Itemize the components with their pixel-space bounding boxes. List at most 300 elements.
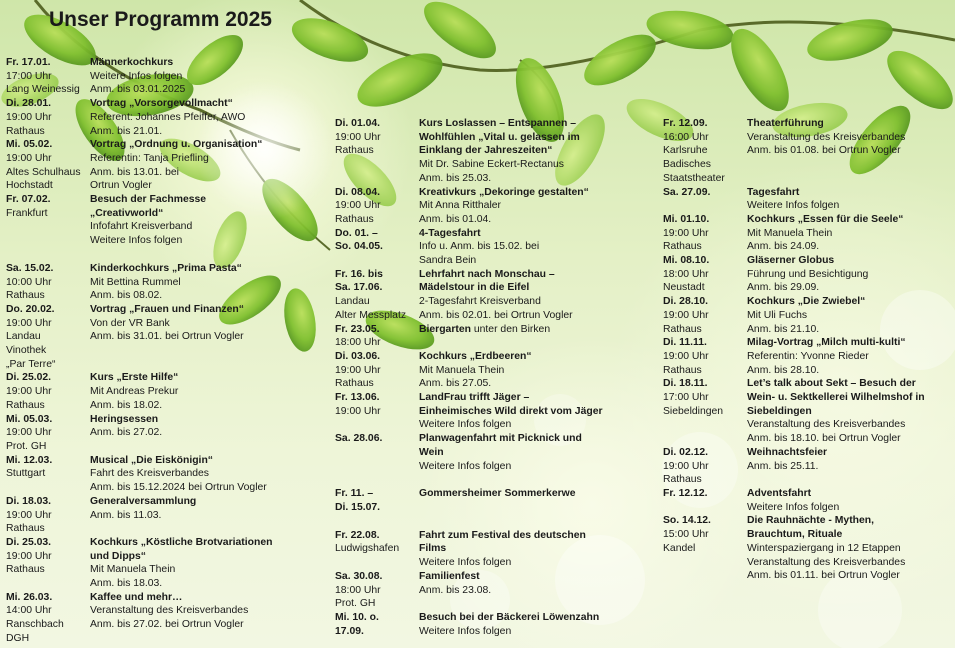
program-entry [335,323,674,350]
entry-detail: Hochstadt [6,180,53,192]
entry-description [419,611,674,638]
entry-detail: 19:00 Uhr [335,131,381,143]
entry-date: Do. 20.02. [6,303,55,315]
entry-date-place [6,371,90,412]
entry-detail: 16:00 Uhr [663,131,709,143]
entry-title: Fahrt zum Festival des deutschen [419,529,586,541]
entry-date: Di. 01.04. [335,118,381,129]
entry-detail: 14:00 Uhr [6,605,52,617]
entry-detail: 17.09. [335,625,364,637]
entry-info: Info u. Anm. bis 15.02. bei [419,241,540,253]
entry-description [419,227,674,268]
entry-detail: 19:00 Uhr [335,364,381,376]
entry-description [90,495,325,536]
entry-info: Fahrt des Kreisverbandes [90,468,209,480]
entry-detail: Kandel [663,542,696,554]
entry-info: Anm. bis 11.03. [90,509,162,521]
entry-date-place [663,487,747,514]
program-entry [335,611,674,638]
entry-description [747,377,947,446]
entry-detail: 19:00 Uhr [663,227,709,239]
entry-description [90,371,325,412]
program-entry [663,377,947,446]
entry-title: Adventsfahrt [747,487,812,499]
entry-title: Kochkurs „Essen für die Seele“ [747,213,904,225]
entry-info: Infofahrt Kreisverband [90,221,193,233]
entry-info: Anm. bis 01.04. [419,213,492,225]
entry-detail: Rathaus [6,290,45,302]
program-entry [663,487,947,514]
entry-info: Mit Manuela Thein [747,227,833,239]
entry-title: Kurs Loslassen – Entspannen – [419,118,577,129]
entry-info: Mit Andreas Prekur [90,386,179,398]
entry-date: Fr. 07.02. [6,194,51,206]
program-entry [335,391,674,432]
entry-date: Fr. 11. – [335,488,374,500]
entry-info: Weitere Infos folgen [747,200,840,212]
entry-date-place [6,97,90,138]
entry-date-place [6,138,90,193]
entry-date-place [335,487,419,514]
entry-info: Anm. bis 27.02. [90,427,163,439]
entry-detail: 19:00 Uhr [663,460,709,472]
program-entry [6,371,325,412]
entry-detail: 19:00 Uhr [663,350,709,362]
program-entry [6,303,325,372]
entry-date: Fr. 12.09. [663,118,708,129]
entry-info: Mit Dr. Sabine Eckert-Rectanus [419,159,564,171]
program-entry [335,268,674,323]
entry-date-place [335,570,419,611]
entry-detail: 19:00 Uhr [335,200,381,212]
entry-title [419,323,674,337]
entry-date-place [6,536,90,591]
entry-date: Fr. 22.08. [335,529,380,541]
entry-title: Musical „Die Eiskönigin“ [90,454,213,466]
entry-info: Anm. bis 31.01. bei Ortrun Vogler [90,331,244,343]
entry-info: Anm. bis 08.02. [90,290,163,302]
entry-title: Männerkochkurs [90,57,174,68]
entry-date-place [663,295,747,336]
entry-title: Let’s talk about Sekt – Besuch der [747,378,916,390]
entry-detail: „Par Terre“ [6,358,56,370]
entry-detail: Badisches [663,159,711,171]
entry-title: Die Rauhnächte - Mythen, [747,515,875,527]
entry-info: Anm. bis 02.01. bei Ortrun Vogler [419,309,573,321]
entry-detail: 19:00 Uhr [335,405,381,417]
entry-description [747,254,947,295]
entry-date: Fr. 17.01. [6,57,51,68]
entry-date: Fr. 12.12. [663,487,708,499]
entry-detail: Rathaus [663,323,702,335]
entry-date-place [335,117,419,186]
entry-info: Anm. bis 25.11. [747,460,819,472]
entry-date: Di. 28.01. [6,98,52,110]
entry-detail: Landau [6,331,41,343]
entry-date: Mi. 05.03. [6,413,53,425]
entry-date: Mi. 12.03. [6,454,53,466]
entry-description [747,117,947,186]
entry-description [419,268,674,323]
entry-info: Weitere Infos folgen [90,235,183,247]
entry-detail: Ludwigshafen [335,543,400,555]
entry-title-rest: unter den Birken [470,323,551,335]
entry-detail: 17:00 Uhr [663,392,709,404]
entry-info: Anm. bis 28.10. [747,364,820,376]
entry-date-place [6,56,90,97]
entry-title: Kochkurs „Köstliche Brotvariationen [90,536,273,548]
entry-title: Familienfest [419,570,480,582]
entry-description [419,391,674,432]
program-entry [335,227,674,268]
entry-title: Siebeldingen [747,405,812,417]
entry-description [747,446,947,487]
entry-detail: 10:00 Uhr [6,276,52,288]
entry-info: Anm. bis 23.08. [419,584,492,596]
entry-detail: Stuttgart [6,468,46,480]
entry-title: Wohlfühlen „Vital u. gelassen im [419,131,580,143]
entry-date-place [335,391,419,432]
entry-title: Besuch bei der Bäckerei Löwenzahn [419,611,600,623]
entry-date-place [6,262,90,303]
entry-title: Besuch der Fachmesse [90,194,207,206]
entry-date-place [6,454,90,495]
entry-title: Lehrfahrt nach Monschau – [419,268,555,280]
entry-description [419,487,674,514]
entry-detail: 19:00 Uhr [6,317,52,329]
entry-date: Mi. 05.02. [6,139,53,151]
program-entry [335,570,674,611]
program-entry [663,254,947,295]
entry-description [90,303,325,372]
entry-date-place [663,336,747,377]
entry-info: Sandra Bein [419,255,477,267]
entry-info: Führung und Besichtigung [747,268,869,280]
entry-detail: Rathaus [663,474,702,486]
entry-detail: 19:00 Uhr [6,152,52,164]
entry-date-place [335,432,419,473]
entry-description [90,262,325,303]
entry-date-place [663,514,747,583]
entry-detail: 19:00 Uhr [6,550,52,562]
entry-detail: Sa. 17.06. [335,282,383,294]
entry-info: 2-Tagesfahrt Kreisverband [419,296,541,308]
program-column-1 [6,56,325,646]
entry-date-place [6,495,90,536]
entry-date: Sa. 15.02. [6,262,54,274]
entry-detail: Rathaus [6,399,45,411]
entry-title-bold: Biergarten [419,323,471,335]
entry-info: Anm. bis 18.03. [90,578,163,590]
entry-date: Mi. 26.03. [6,591,53,603]
entry-info: Ortrun Vogler [90,180,152,192]
entry-detail: 18:00 Uhr [335,337,381,349]
program-column-2 [335,117,674,638]
entry-detail: Altes Schulhaus [6,166,81,178]
entry-date: Di. 25.02. [6,372,52,384]
program-column-3 [663,117,947,583]
entry-detail: Staatstheater [663,172,725,184]
entry-info: Weitere Infos folgen [90,70,183,82]
entry-info: Anm. bis 21.01. [90,125,163,137]
program-entry [6,454,325,495]
entry-detail: 19:00 Uhr [663,309,709,321]
entry-info: Referent: Johannes Pfeiffer, AWO [90,111,246,123]
entry-detail: Rathaus [6,125,45,137]
entry-description [747,186,947,213]
entry-info: Winterspaziergang in 12 Etappen [747,542,901,554]
entry-info: Anm. bis 27.05. [419,378,492,390]
entry-description [90,138,325,193]
entry-date-place [6,193,90,248]
entry-info: Anm. bis 29.09. [747,282,820,294]
entry-title: Einklang der Jahreszeiten“ [419,145,553,157]
entry-detail: Rathaus [335,378,374,390]
entry-detail: Rathaus [663,364,702,376]
entry-date: Do. 01. – [335,227,378,239]
program-entry [335,186,674,227]
entry-title: Wein [419,446,444,458]
entry-info: Anm. bis 21.10. [747,323,820,335]
entry-title: „Creativworld“ [90,207,164,219]
entry-date: Fr. 13.06. [335,392,380,404]
entry-description [90,193,325,248]
program-entry [663,186,947,213]
entry-title: Generalversammlung [90,495,197,507]
entry-description [90,454,325,495]
entry-title: Weihnachtsfeier [747,446,828,458]
entry-description [90,97,325,138]
entry-date: Mi. 10. o. [335,611,379,623]
entry-detail: 19:00 Uhr [6,111,52,123]
entry-title: Vortrag „Ordnung u. Organisation“ [90,139,263,151]
entry-date-place [335,350,419,391]
entry-detail: Siebeldingen [663,405,724,417]
entry-info: Anm. bis 18.10. bei Ortrun Vogler [747,433,901,445]
entry-title: Films [419,543,447,555]
program-entry [6,262,325,303]
page-title: Unser Programm 2025 [49,8,272,31]
entry-description [419,350,674,391]
program-entry [6,495,325,536]
entry-detail: 18:00 Uhr [335,584,381,596]
entry-title: Kochkurs „Erdbeeren“ [419,350,532,362]
entry-date-place [663,117,747,186]
entry-date-place [6,413,90,454]
entry-date-place [6,303,90,372]
entry-date: Fr. 16. bis [335,268,383,280]
program-entry [6,193,325,248]
entry-date: Di. 02.12. [663,446,709,458]
entry-title: Mädelstour in die Eifel [419,282,530,294]
entry-date-place [663,377,747,446]
entry-info: Mit Manuela Thein [419,364,505,376]
entry-title: Theaterführung [747,118,824,129]
entry-info: Anm. bis 25.03. [419,172,492,184]
entry-info: Anm. bis 24.09. [747,241,820,253]
entry-date: Fr. 23.05. [335,323,380,335]
entry-info: Anm. bis 27.02. bei Ortrun Vogler [90,619,244,631]
entry-info: Von der VR Bank [90,317,170,329]
entry-title: Einheimisches Wild direkt vom Jäger [419,405,603,417]
entry-date-place [335,529,419,570]
entry-title: LandFrau trifft Jäger – [419,392,530,404]
program-entry [663,213,947,254]
entry-detail: Karlsruhe [663,145,708,157]
entry-description [419,117,674,186]
entry-info: Anm. bis 01.11. bei Ortrun Vogler [747,570,900,582]
entry-date: Sa. 27.09. [663,186,711,198]
entry-info: Weitere Infos folgen [419,419,512,431]
entry-info: Anm. bis 13.01. bei [90,166,179,178]
entry-description [747,336,947,377]
program-entry [6,97,325,138]
entry-description [747,487,947,514]
entry-detail: 19:00 Uhr [6,509,52,521]
entry-detail: Frankfurt [6,207,48,219]
entry-date-place [663,254,747,295]
entry-detail: Prot. GH [6,440,47,452]
entry-detail: Di. 15.07. [335,501,381,513]
entry-title: und Dipps“ [90,550,146,562]
entry-title: Kreativkurs „Dekoringe gestalten“ [419,186,589,198]
entry-date: Mi. 01.10. [663,213,710,225]
entry-title: 4-Tagesfahrt [419,227,481,239]
entry-date: Sa. 28.06. [335,433,383,445]
entry-info: Anm. bis 03.01.2025 [90,84,186,96]
entry-detail: Rathaus [663,241,702,253]
entry-detail: Alter Messplatz [335,309,407,321]
entry-date: Di. 25.03. [6,536,52,548]
program-entry [663,446,947,487]
program-entry [335,350,674,391]
entry-date: So. 14.12. [663,515,711,527]
entry-detail: 17:00 Uhr [6,70,52,82]
entry-info: Mit Manuela Thein [90,564,176,576]
entry-title: Planwagenfahrt mit Picknick und [419,433,582,445]
entry-info: Mit Bettina Rummel [90,276,181,288]
entry-title: Heringsessen [90,413,159,425]
entry-title: Vortrag „Vorsorgevollmacht“ [90,98,233,110]
entry-description [747,213,947,254]
entry-info: Weitere Infos folgen [419,625,512,637]
entry-detail: 15:00 Uhr [663,529,709,541]
program-entry [6,138,325,193]
entry-info: Weitere Infos folgen [419,557,512,569]
entry-description [419,323,674,350]
entry-title: Vortrag „Frauen und Finanzen“ [90,303,244,315]
program-entry [335,117,674,186]
program-entry [335,487,674,514]
entry-title: Tagesfahrt [747,186,800,198]
entry-date-place [663,213,747,254]
entry-info: Anm. bis 18.02. [90,399,163,411]
entry-description [90,413,325,454]
entry-detail: 19:00 Uhr [6,386,52,398]
entry-detail: Neustadt [663,282,705,294]
entry-date: Sa. 30.08. [335,570,383,582]
entry-description [419,186,674,227]
entry-detail: DGH [6,632,30,644]
entry-date-place [335,323,419,350]
entry-detail: Prot. GH [335,598,376,610]
entry-detail: So. 04.05. [335,241,383,253]
entry-info: Veranstaltung des Kreisverbandes [747,556,906,568]
entry-date-place [335,611,419,638]
program-entry [6,413,325,454]
entry-info: Mit Anna Ritthaler [419,200,502,212]
entry-date-place [6,591,90,646]
entry-detail: Vinothek [6,345,47,357]
entry-info: Veranstaltung des Kreisverbandes [747,131,906,143]
entry-description [90,56,325,97]
entry-title: Wein- u. Sektkellerei Wilhelmshof in [747,392,925,404]
entry-info: Weitere Infos folgen [747,501,840,513]
entry-info: Anm. bis 15.12.2024 bei Ortrun Vogler [90,482,267,494]
entry-title: Kurs „Erste Hilfe“ [90,372,179,384]
program-entry [663,514,947,583]
entry-date-place [663,446,747,487]
entry-date-place [335,227,419,268]
program-entry [663,295,947,336]
entry-date: Mi. 08.10. [663,255,710,267]
entry-title: Kinderkochkurs „Prima Pasta“ [90,262,242,274]
entry-title: Brauchtum, Rituale [747,529,843,541]
entry-date: Di. 03.06. [335,350,381,362]
entry-description [90,536,325,591]
entry-detail: Rathaus [6,564,45,576]
program-entry [335,529,674,570]
entry-detail: Rathaus [335,213,374,225]
entry-date: Di. 28.10. [663,296,709,308]
entry-title: Kochkurs „Die Zwiebel“ [747,296,866,308]
entry-info: Anm. bis 01.08. bei Ortrun Vogler [747,145,901,157]
entry-detail: Landau [335,296,370,308]
entry-date: Di. 18.03. [6,495,52,507]
entry-description [419,529,674,570]
entry-date-place [335,186,419,227]
program-entry [6,536,325,591]
entry-info: Referentin: Yvonne Rieder [747,350,869,362]
entry-title: Gläserner Globus [747,255,835,267]
entry-detail: Ranschbach [6,619,64,631]
entry-detail: 19:00 Uhr [6,427,52,439]
program-entry [663,336,947,377]
program-entry [335,432,674,473]
entry-date: Di. 11.11. [663,337,707,349]
program-entry [6,56,325,97]
entry-title: Kaffee und mehr… [90,591,183,603]
entry-description [747,295,947,336]
entry-title: Milag-Vortrag „Milch multi-kulti“ [747,337,906,349]
entry-date-place [663,186,747,213]
entry-info: Referentin: Tanja Priefling [90,152,209,164]
entry-detail: Lang Weinessig [6,84,80,96]
entry-date: Di. 08.04. [335,186,381,198]
program-entry [663,117,947,186]
entry-info: Veranstaltung des Kreisverbandes [747,419,906,431]
entry-detail: Rathaus [335,145,374,157]
entry-info: Weitere Infos folgen [419,460,512,472]
entry-description [90,591,325,646]
entry-description [419,432,674,473]
entry-info: Mit Uli Fuchs [747,309,808,321]
entry-title: Gommersheimer Sommerkerwe [419,488,576,500]
entry-info: Veranstaltung des Kreisverbandes [90,605,249,617]
program-entry [6,591,325,646]
entry-date: Di. 18.11. [663,378,708,390]
entry-description [747,514,947,583]
